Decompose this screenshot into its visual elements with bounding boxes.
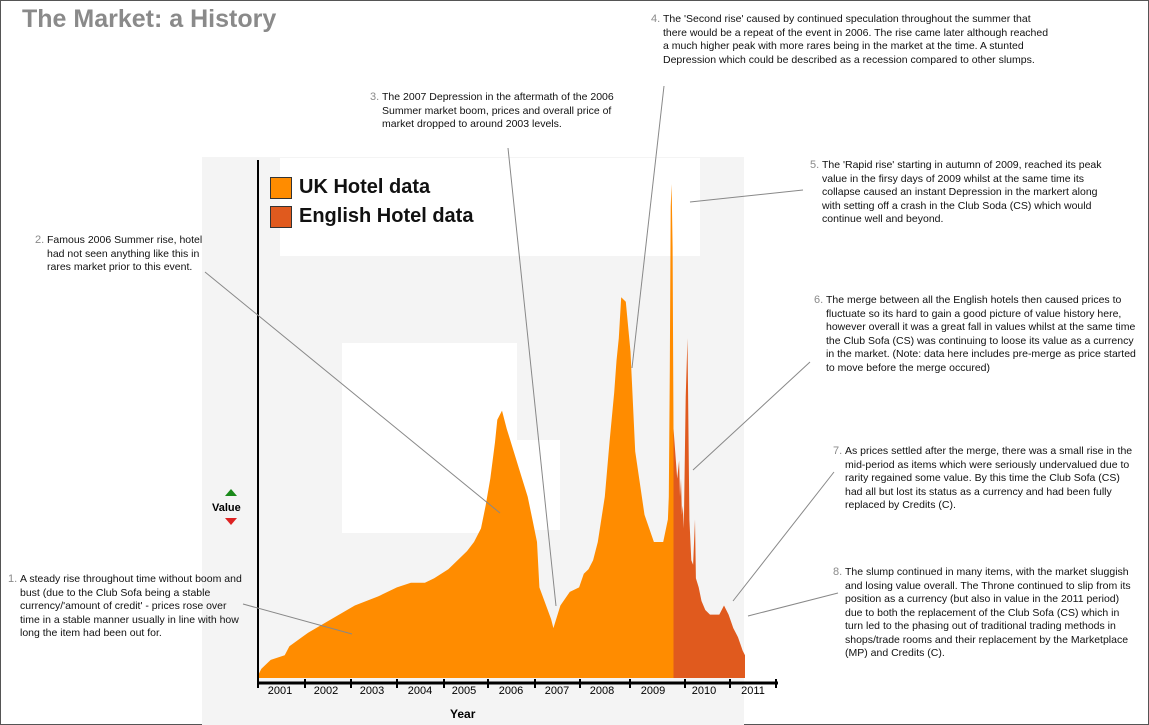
series-area-english — [674, 338, 746, 678]
annotation-leader-line-7 — [733, 472, 834, 601]
x-tick-label: 2011 — [741, 685, 765, 697]
legend-item-english — [270, 202, 473, 231]
chart-legend — [270, 173, 473, 231]
x-tick-label: 2006 — [498, 685, 524, 697]
x-tick-label: 2010 — [691, 685, 717, 697]
annotation-number: 7. — [833, 445, 843, 457]
x-tick-label: 2008 — [589, 685, 615, 697]
legend-swatch-english — [270, 206, 292, 228]
page-title: The Market: a History — [22, 5, 277, 33]
annotation-5 — [810, 159, 1114, 227]
down-arrow-icon — [225, 518, 237, 525]
x-tick-label: 2009 — [640, 685, 666, 697]
annotation-6 — [814, 294, 1138, 375]
annotation-4 — [651, 13, 1055, 67]
annotation-text: A steady rise throughout time without boom and bust (due to the Club Sofa being a stable currency/'amount of credit' - prices rose over time in a stable manner usually in line with how long the item had been out for. — [20, 573, 242, 639]
annotation-leader-line-2 — [205, 272, 500, 513]
annotation-text: The merge between all the English hotels then caused prices to fluctuate so its hard to gain a good picture of value history here, however overall it was a great fall in values whilst at the same time the Club Sofa (CS) was continuing to loose its value as a currency in the market. (Note: data here includes pre-merge as price started to move before the merge occured) — [826, 294, 1136, 374]
annotation-text: Famous 2006 Summer rise, hotel had not seen anything like this in rares market prior to this event. — [47, 234, 203, 273]
legend-label-english: English Hotel data — [299, 205, 474, 227]
annotation-8 — [833, 566, 1137, 661]
x-tick-label: 2001 — [267, 685, 293, 697]
legend-label-uk: UK Hotel data — [299, 176, 431, 198]
annotation-number: 4. — [651, 13, 661, 25]
annotation-2 — [35, 234, 222, 275]
annotation-text: As prices settled after the merge, there was a small rise in the mid-period as items which were seriously undervalued due to rarity regained some value. By this time the Club Sofa (CS) had all but lost its status as a currency and had been fully replaced by Credits (C). — [845, 445, 1133, 511]
x-tick-label: 2004 — [407, 685, 433, 697]
legend-item-uk — [270, 173, 473, 202]
x-tick-label: 2002 — [313, 685, 339, 697]
annotation-number: 1. — [8, 573, 18, 585]
annotation-number: 5. — [810, 159, 820, 171]
annotation-leader-line-8 — [748, 593, 838, 616]
x-tick-label: 2005 — [451, 685, 477, 697]
annotation-number: 3. — [370, 91, 380, 103]
annotation-3 — [370, 91, 630, 132]
y-axis-label: Value — [212, 502, 241, 514]
x-tick-label: 2007 — [544, 685, 570, 697]
annotation-7 — [833, 445, 1135, 513]
annotation-text: The 2007 Depression in the aftermath of the 2006 Summer market boom, prices and overall price of market dropped to around 2003 levels. — [382, 91, 614, 130]
annotation-text: The 'Rapid rise' starting in autumn of 2009, reached its peak value in the firsy days of 2009 whilst at the same time its collapse caused an instant Depression in the markert along with setting off a crash in the Club Soda (CS) which would continue well and beyond. — [822, 159, 1102, 225]
legend-swatch-uk — [270, 177, 292, 199]
annotation-number: 2. — [35, 234, 45, 246]
annotation-leader-line-4 — [632, 86, 664, 368]
x-axis-label: Year — [450, 707, 476, 721]
annotation-text: The 'Second rise' caused by continued speculation throughout the summer that there would be a repeat of the event in 2006. The rise came later although reached a much higher peak with more rares being in the market at the time. A stunted Depression which could be described as a recession compared to other slumps. — [663, 13, 1049, 66]
up-arrow-icon — [225, 489, 237, 496]
annotation-1 — [8, 573, 242, 641]
annotation-number: 6. — [814, 294, 824, 306]
annotation-leader-line-5 — [690, 190, 803, 202]
x-tick-label: 2003 — [359, 685, 385, 697]
series-area-uk — [259, 184, 674, 678]
annotation-text: The slump continued in many items, with the market sluggish and losing value overall. The Throne continued to slip from its position as a currency (but also in value in the 2011 period) due to both the replacement of the Club Sofa (CS) which in turn led to the phasing out of traditional trading methods in shops/trade rooms and their replacement by the Marketplace (MP) and Credits (C). — [845, 566, 1131, 659]
annotation-number: 8. — [833, 566, 843, 578]
annotation-leader-line-6 — [693, 362, 810, 470]
